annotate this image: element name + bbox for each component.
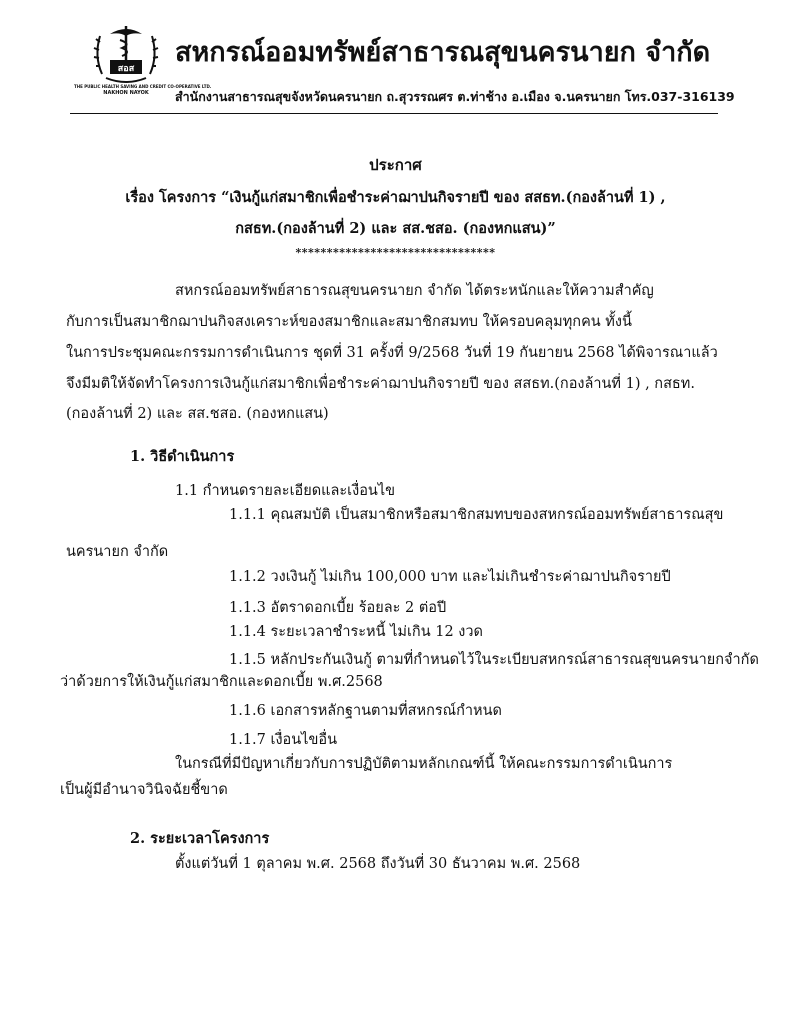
subject-line-1: เรื่อง โครงการ “เงินกู้แก่สมาชิกเพื่อชำระค่าฌาปนกิจรายปี ของ สสธท.(กองล้านที่ 1) , [125, 189, 666, 206]
section-2-heading: 2. ระยะเวลาโครงการ [130, 830, 270, 847]
subject-line-2: กสธท.(กองล้านที่ 2) และ สส.ชสอ. (กองหกแสน)” [235, 220, 556, 237]
intro-line-4: จึงมีมติให้จัดทำโครงการเงินกู้แก่สมาชิกเพื่อชำระค่าฌาปนกิจรายปี ของ สสธท.(กองล้านที่ 1) , กสธท. [66, 376, 695, 392]
item-1-1-3: 1.1.3 อัตราดอกเบี้ย ร้อยละ 2 ต่อปี [229, 600, 447, 616]
item-1-1-1-line-1: 1.1.1 คุณสมบัติ เป็นสมาชิกหรือสมาชิกสมทบของสหกรณ์ออมทรัพย์สาธารณสุข [229, 507, 724, 523]
item-1-1-4: 1.1.4 ระยะเวลาชำระหนี้ ไม่เกิน 12 งวด [229, 624, 483, 640]
item-1-1-1-line-2: นครนายก จำกัด [66, 544, 169, 560]
exception-note-line-1: ในกรณีที่มีปัญหาเกี่ยวกับการปฏิบัติตามหลักเกณฑ์นี้ ให้คณะกรรมการดำเนินการ [175, 756, 673, 772]
organization-name: สหกรณ์ออมทรัพย์สาธารณสุขนครนายก จำกัด [175, 37, 711, 68]
intro-line-3: ในการประชุมคณะกรรมการดำเนินการ ชุดที่ 31 ครั้งที่ 9/2568 วันที่ 19 กันยายน 2568 ได้พิจารณาแล้ว [66, 345, 718, 361]
item-1-1-7: 1.1.7 เงื่อนไขอื่น [229, 732, 337, 748]
announcement-heading: ประกาศ [369, 156, 422, 174]
item-1-1-5-line-2: ว่าด้วยการให้เงินกู้แก่สมาชิกและดอกเบี้ย พ.ศ.2568 [60, 674, 383, 690]
logo-caption-line2: NAKHON NAYOK [103, 90, 149, 96]
project-period: ตั้งแต่วันที่ 1 ตุลาคม พ.ศ. 2568 ถึงวันที่ 30 ธันวาคม พ.ศ. 2568 [175, 856, 581, 872]
section-1-heading: 1. วิธีดำเนินการ [130, 448, 235, 465]
organization-address: สำนักงานสาธารณสุขจังหวัดนครนายก ถ.สุวรรณศร ต.ท่าช้าง อ.เมือง จ.นครนายก โทร.037-316139 [175, 89, 735, 104]
header-divider [70, 113, 718, 114]
exception-note-line-2: เป็นผู้มีอำนาจวินิจฉัยชี้ขาด [60, 782, 228, 798]
logo-text: สอส [117, 64, 135, 74]
item-1-1-6: 1.1.6 เอกสารหลักฐานตามที่สหกรณ์กำหนด [229, 703, 502, 719]
cooperative-logo [92, 22, 160, 92]
item-1-1-5-line-1: 1.1.5 หลักประกันเงินกู้ ตามที่กำหนดไว้ในระเบียบสหกรณ์สาธารณสุขนครนายกจำกัด [229, 652, 759, 668]
intro-line-1: สหกรณ์ออมทรัพย์สาธารณสุขนครนายก จำกัด ได้ตระหนักและให้ความสำคัญ [175, 283, 654, 299]
title-stars-divider: ******************************** [295, 246, 496, 259]
intro-line-5: (กองล้านที่ 2) และ สส.ชสอ. (กองหกแสน) [66, 406, 329, 422]
item-1-1-2: 1.1.2 วงเงินกู้ ไม่เกิน 100,000 บาท และไม่เกินชำระค่าฌาปนกิจรายปี [229, 569, 671, 585]
intro-line-2: กับการเป็นสมาชิกฌาปนกิจสงเคราะห์ของสมาชิกและสมาชิกสมทบ ให้ครอบคลุมทุกคน ทั้งนี้ [66, 314, 632, 330]
logo-caption-line1: THE PUBLIC HEALTH SAVING AND CREDIT CO-OPERATIVE LTD. [74, 84, 212, 89]
section-1-1-heading: 1.1 กำหนดรายละเอียดและเงื่อนไข [175, 483, 396, 499]
